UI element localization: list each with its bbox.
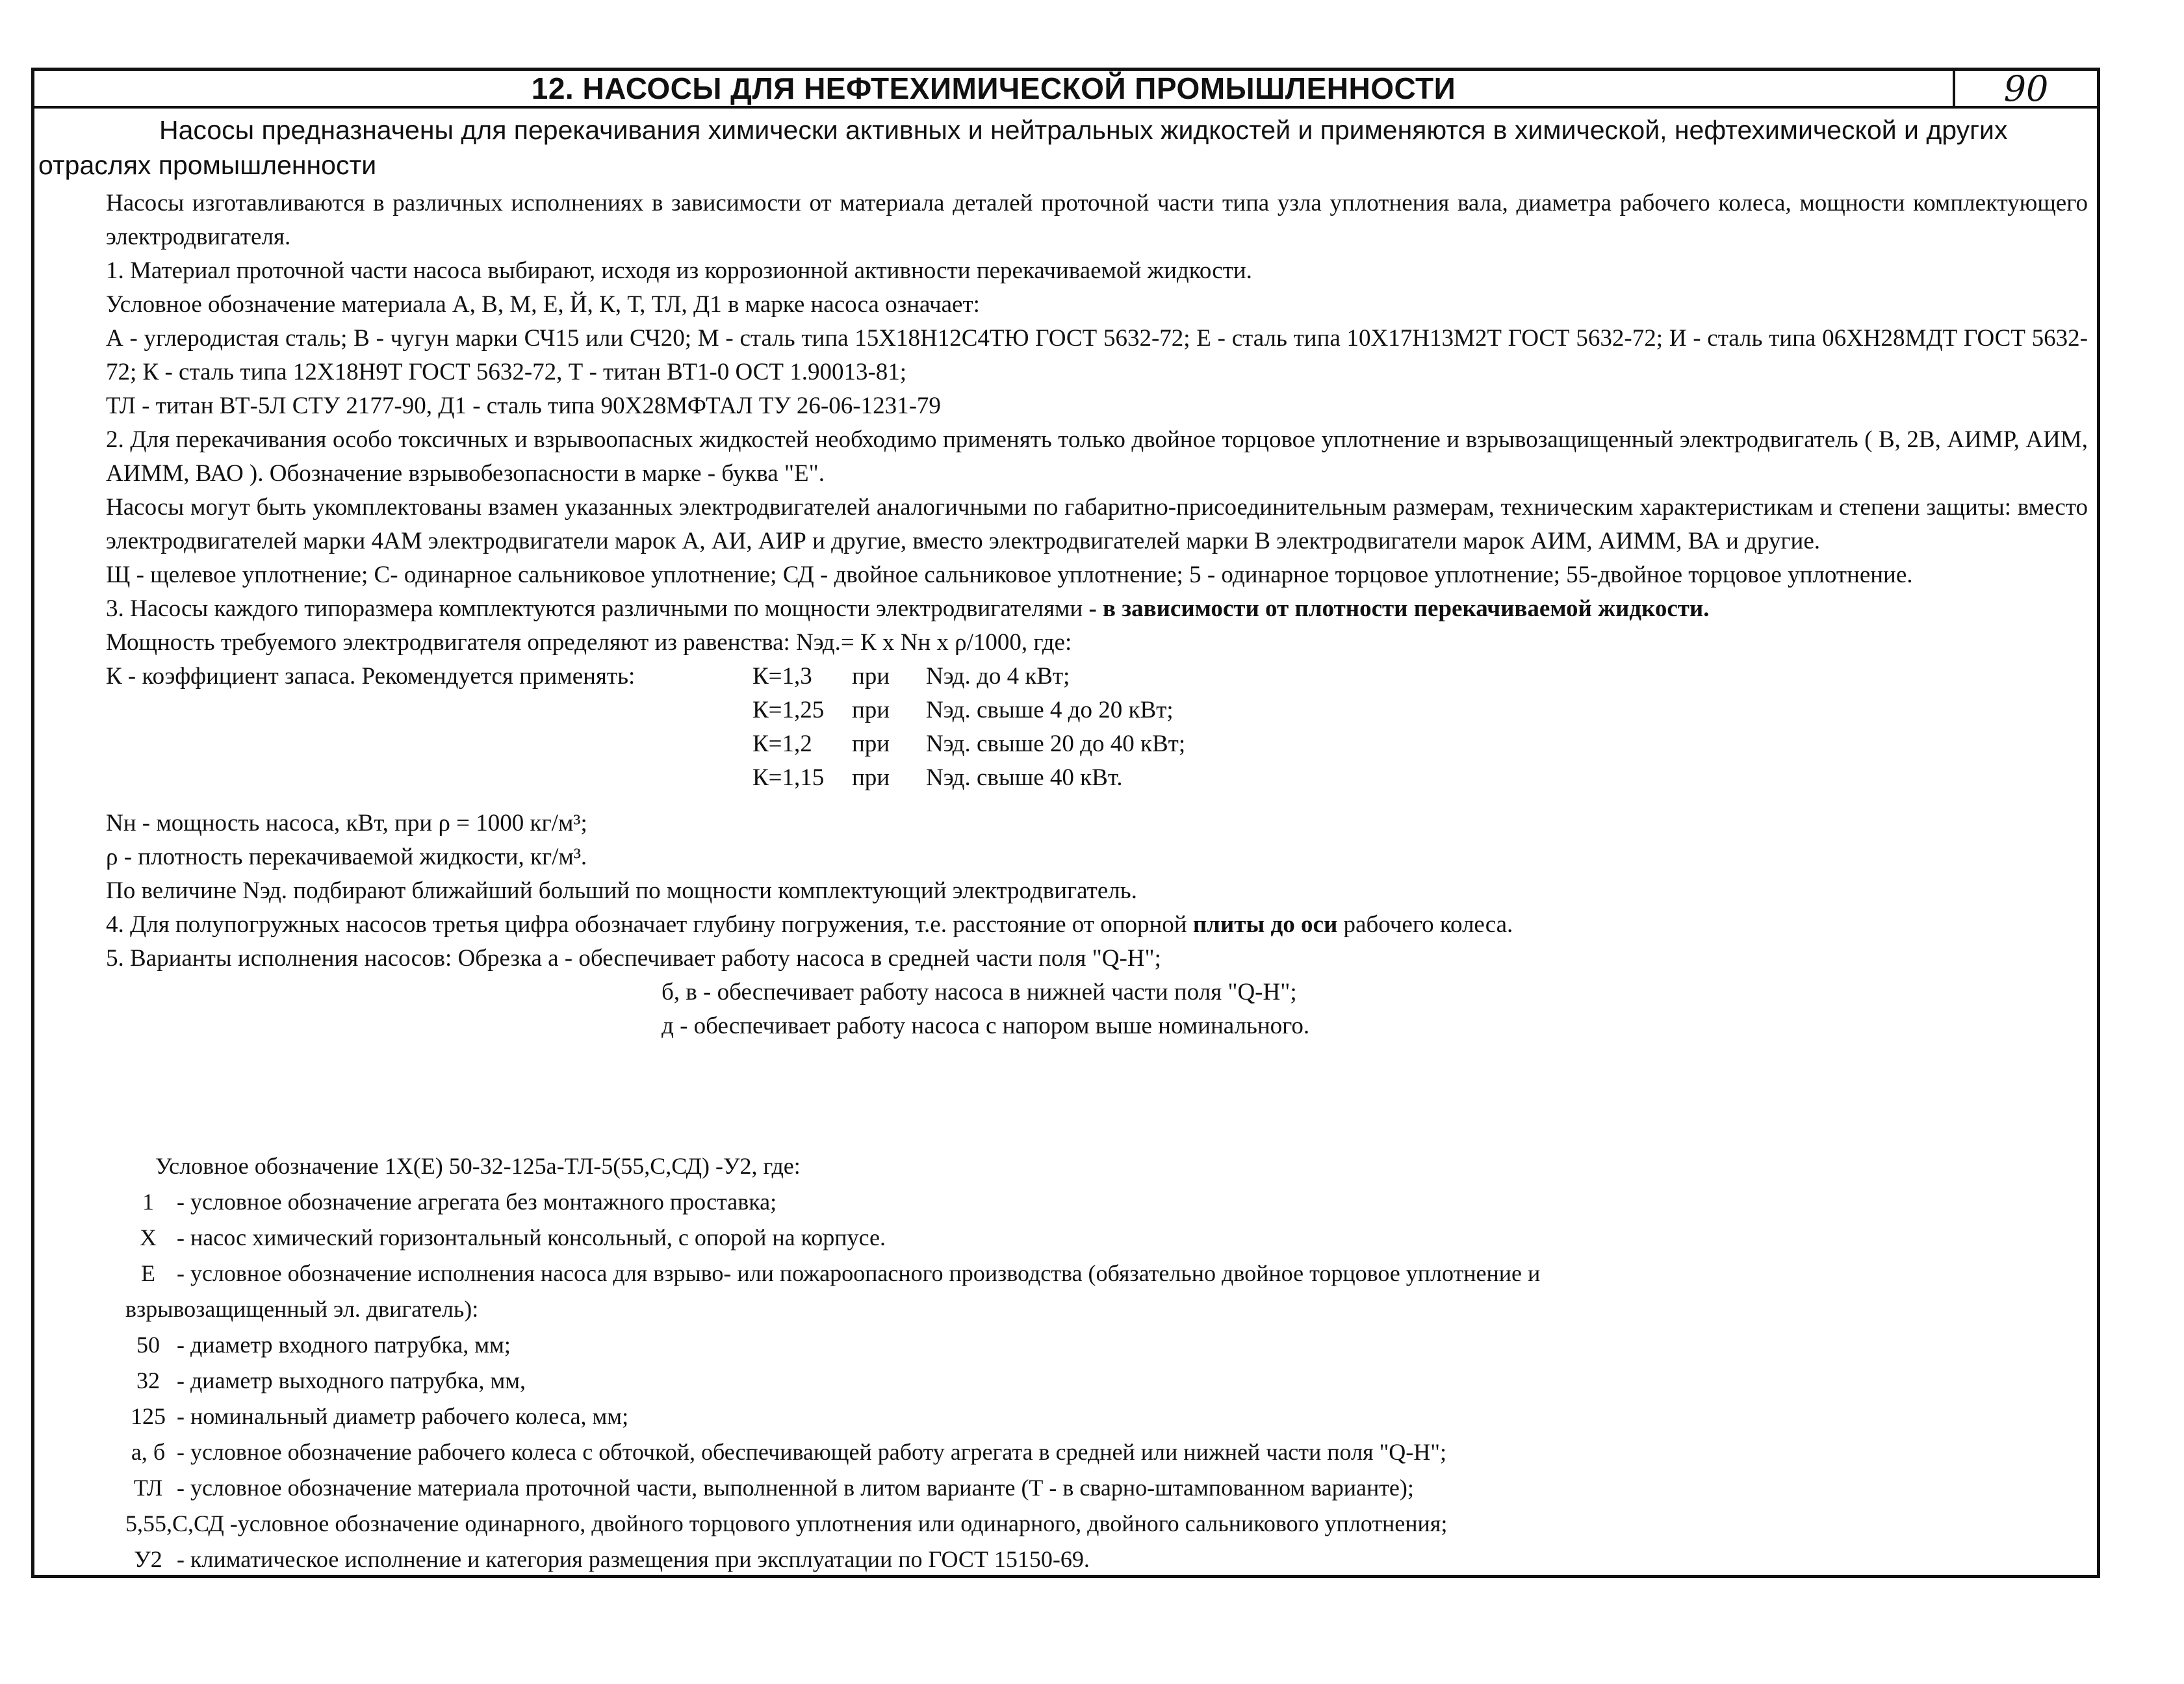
paragraph: ρ - плотность перекачиваемой жидкости, кг/м³.	[106, 844, 587, 870]
legend-item	[125, 1542, 2075, 1577]
legend-item	[125, 1470, 2075, 1506]
k-condition: Nэд. свыше 40 кВт.	[926, 764, 1123, 791]
legend-text: - условное обозначение рабочего колеса с обточкой, обеспечивающей работу агрегата в средней или нижней части поля "Q-Н";	[177, 1439, 1446, 1465]
legend-item	[125, 1256, 2075, 1291]
paragraph: Мощность требуемого электродвигателя определяют из равенства: Nэд.= К х Nн х ρ/1000, где:	[106, 629, 1072, 656]
k-condition: Nэд. свыше 4 до 20 кВт;	[926, 697, 1174, 723]
k-row	[106, 727, 2088, 761]
page-number: 90	[1953, 71, 2097, 106]
legend-symbol: 1	[142, 1189, 154, 1215]
k-value: К=1,25	[752, 697, 825, 723]
body-text	[106, 187, 2088, 1043]
legend-symbol: 50	[136, 1332, 160, 1358]
text-run: 3. Насосы каждого типоразмера комплектуются различными по мощности электродвигателями	[106, 595, 1083, 622]
legend-item	[125, 1506, 2075, 1542]
k-pri: при	[852, 663, 890, 690]
legend-symbol: У2	[134, 1546, 162, 1572]
section-title: 12. НАСОСЫ ДЛЯ НЕФТЕХИМИЧЕСКОЙ ПРОМЫШЛЕННОСТИ	[531, 71, 1456, 105]
legend-text: - диаметр выходного патрубка, мм,	[177, 1367, 526, 1393]
legend-item	[125, 1327, 2075, 1363]
legend-text: - диаметр входного патрубка, мм;	[177, 1332, 511, 1358]
page-frame	[31, 68, 2100, 1578]
section-header	[34, 68, 2097, 109]
legend-symbol: Е	[141, 1260, 155, 1286]
paragraph	[106, 592, 2088, 626]
k-condition: Nэд. свыше 20 до 40 кВт;	[926, 731, 1186, 757]
k-row	[106, 693, 2088, 727]
k-value: К=1,15	[752, 764, 825, 791]
legend-text: - насос химический горизонтальный консольный, с опорой на корпусе.	[177, 1224, 886, 1250]
paragraph	[106, 908, 2088, 942]
legend-text: - климатическое исполнение и категория размещения при эксплуатации по ГОСТ 15150-69.	[177, 1546, 1090, 1572]
legend-text: - условное обозначение исполнения насоса для взрыво- или пожароопасного производства (обязательно двойное торцовое уплотнение и	[177, 1260, 1541, 1286]
legend-symbol: 125	[131, 1403, 166, 1429]
k-condition: Nэд. до 4 кВт;	[926, 663, 1070, 690]
k-lead: К - коэффициент запаса. Рекомендуется применять:	[106, 663, 636, 690]
paragraph: б, в - обеспечивает работу насоса в нижней части поля "Q-Н";	[662, 979, 1297, 1005]
legend-text: -условное обозначение одинарного, двойного торцового уплотнения или одинарного, двойного сальникового уплотнения;	[229, 1510, 1448, 1536]
k-pri: при	[852, 697, 890, 723]
legend-symbol: Х	[140, 1224, 157, 1250]
text-run: рабочего колеса.	[1337, 911, 1513, 938]
text-run: 4. Для полупогружных насосов третья цифра обозначает глубину погружения, т.е. расстояние от опорной	[106, 911, 1187, 938]
legend-item	[125, 1363, 2075, 1399]
legend-item	[125, 1184, 2075, 1220]
legend-symbol: а, б	[131, 1439, 166, 1465]
k-row	[106, 761, 2088, 795]
legend-symbol: 32	[136, 1367, 160, 1393]
legend-item-continuation: взрывозащищенный эл. двигатель):	[125, 1296, 479, 1322]
k-row	[106, 660, 2088, 693]
paragraph: 2. Для перекачивания особо токсичных и взрывоопасных жидкостей необходимо применять только двойное торцовое уплотнение и взрывозащищенный электродвигатель ( В, 2В, АИМР, АИМ, АИММ, ВАО ). Обозначение взрывобезопасности в марке - буква "Е".	[106, 426, 2088, 487]
paragraph: Насосы изготавливаются в различных исполнениях в зависимости от материала деталей проточной части типа узла уплотнения вала, диаметра рабочего колеса, мощности комплектующего электродвигателя.	[106, 190, 2088, 250]
legend-text: - номинальный диаметр рабочего колеса, мм;	[177, 1403, 629, 1429]
paragraph: А - углеродистая сталь; В - чугун марки СЧ15 или СЧ20; М - сталь типа 15Х18Н12С4ТЮ ГОСТ 5632-72; Е - сталь типа 10Х17Н13М2Т ГОСТ 5632-72; И - сталь типа 06ХН28МДТ ГОСТ 5632-72; К - сталь типа 12Х18Н9Т ГОСТ 5632-72, Т - титан ВТ1-0 ОСТ 1.90013-81;	[106, 325, 2088, 385]
legend-text: - условное обозначение агрегата без монтажного проставка;	[177, 1189, 777, 1215]
k-pri: при	[852, 764, 890, 791]
legend-item	[125, 1220, 2075, 1256]
k-value: К=1,3	[752, 663, 812, 690]
legend-symbol: 5,55,С,СД	[125, 1510, 224, 1536]
paragraph: 5. Варианты исполнения насосов: Обрезка а - обеспечивает работу насоса в средней части поля "Q-Н";	[106, 945, 1161, 972]
paragraph: 1. Материал проточной части насоса выбирают, исходя из коррозионной активности перекачиваемой жидкости.	[106, 257, 1252, 284]
text-run-bold: плиты до оси	[1187, 911, 1338, 938]
paragraph: Насосы могут быть укомплектованы взамен указанных электродвигателей аналогичными по габаритно-присоединительным размерам, техническим характеристикам и степени защиты: вместо электродвигателей марки 4АМ электродвигатели марок А, АИ, АИР и другие, вместо электродвигателей марки В электродвигатели марок АИМ, АИММ, ВА и другие.	[106, 494, 2088, 554]
paragraph: Щ - щелевое уплотнение; С- одинарное сальниковое уплотнение; СД - двойное сальниковое уплотнение; 5 - одинарное торцовое уплотнение; 55-двойное торцовое уплотнение.	[106, 562, 1913, 588]
paragraph: Nн - мощность насоса, кВт, при ρ = 1000 кг/м³;	[106, 810, 587, 836]
legend-text: - условное обозначение материала проточной части, выполненной в литом варианте (Т - в сварно-штампованном варианте);	[177, 1475, 1414, 1501]
text-run-bold: - в зависимости от плотности перекачиваемой жидкости.	[1083, 595, 1710, 622]
paragraph: д - обеспечивает работу насоса с напором выше номинального.	[662, 1013, 1310, 1039]
paragraph: По величине Nэд. подбирают ближайший больший по мощности комплектующий электродвигатель.	[106, 877, 1137, 904]
legend-symbol: ТЛ	[133, 1475, 163, 1501]
legend-item	[125, 1434, 2075, 1470]
intro-paragraph: Насосы предназначены для перекачивания химически активных и нейтральных жидкостей и применяются в химической, нефтехимической и других отраслях промышленности	[38, 115, 2008, 180]
paragraph: Условное обозначение материала А, В, М, Е, Й, К, Т, ТЛ, Д1 в марке насоса означает:	[106, 291, 980, 318]
paragraph: ТЛ - титан ВТ-5Л СТУ 2177-90, Д1 - сталь типа 90Х28МФТАЛ ТУ 26-06-1231-79	[106, 393, 941, 419]
designation-legend	[125, 1148, 2075, 1577]
legend-item	[125, 1399, 2075, 1434]
designation-lead: Условное обозначение 1Х(Е) 50-32-125а-ТЛ-5(55,С,СД) -У2, где:	[155, 1153, 801, 1179]
k-value: К=1,2	[752, 731, 812, 757]
k-pri: при	[852, 731, 890, 757]
